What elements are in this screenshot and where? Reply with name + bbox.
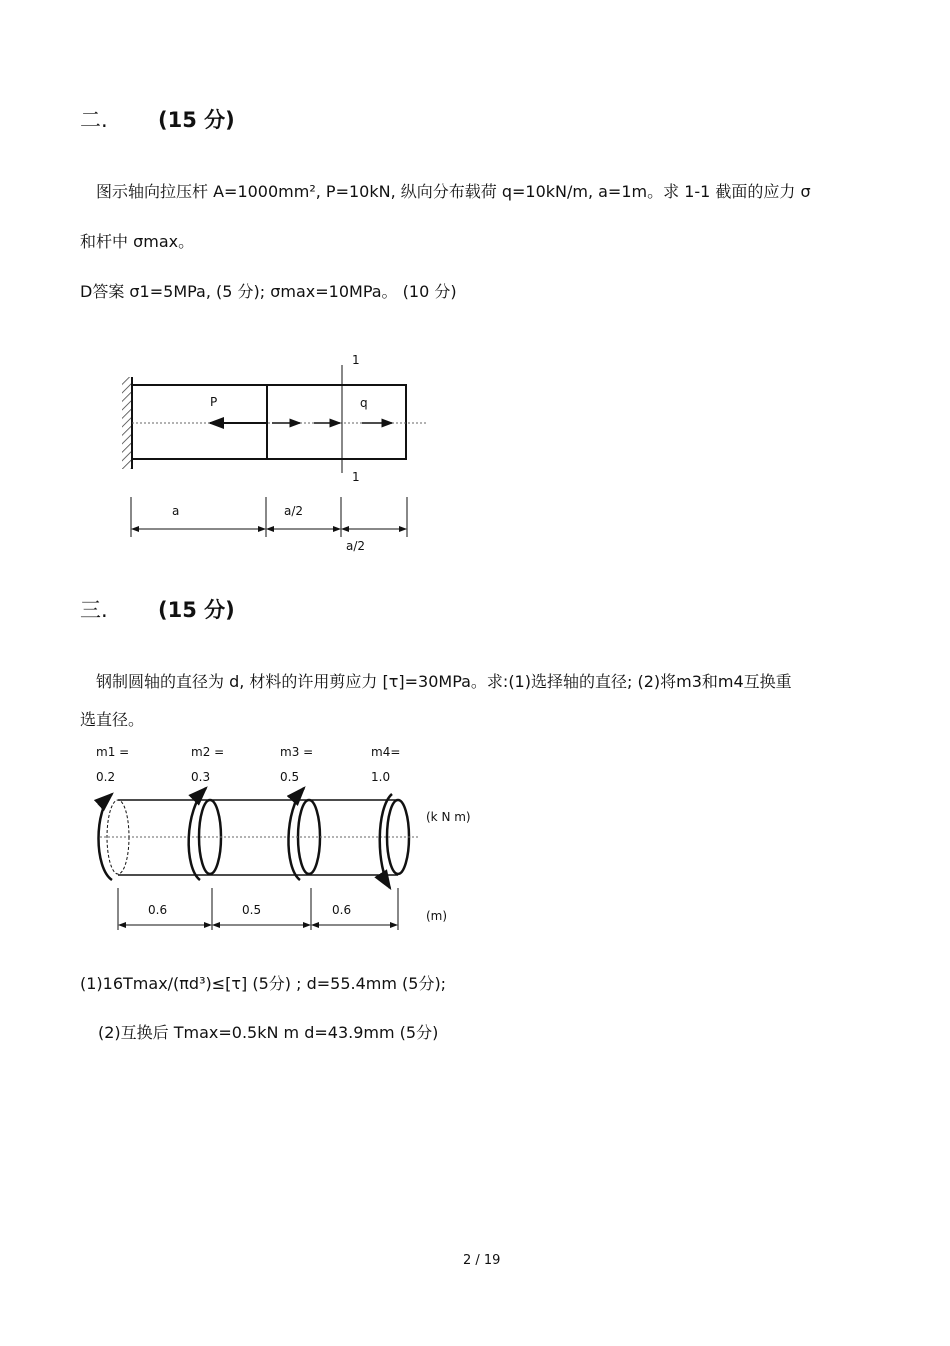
section-3-number: 三.: [80, 598, 108, 622]
section-label-bottom: 1: [352, 470, 360, 484]
moment-value-m3: 0.5: [280, 770, 300, 784]
section-3-problem-line1: 钢制圆轴的直径为 d, 材料的许用剪应力 [τ]=30MPa。求:(1)选择轴的直径; (2)将m3和m4互换重: [96, 672, 792, 691]
axial-bar-figure: [110, 345, 450, 560]
shaft-body: [100, 800, 420, 875]
moment-value-m2: 0.3: [191, 770, 211, 784]
load-q-label: q: [360, 396, 368, 410]
page-number: 2 / 19: [463, 1253, 501, 1268]
load-p-label: P: [210, 395, 218, 409]
section-2-problem-line2: 和杆中 σmax。: [80, 232, 195, 251]
fixed-wall: [122, 377, 132, 469]
length-2-label: 0.5: [242, 903, 262, 917]
section-3-score: (15 分): [158, 598, 235, 622]
section-3-answer-2: (2)互换后 Tmax=0.5kN m d=43.9mm (5分): [98, 1023, 439, 1042]
section-label-top: 1: [352, 353, 360, 367]
section-2-number: 二.: [80, 108, 108, 132]
section-2-answer: D答案 σ1=5MPa, (5 分); σmax=10MPa。 (10 分): [80, 282, 457, 301]
dim-a2-first-label: a/2: [284, 504, 304, 518]
moment-label-m2: m2 =: [191, 745, 225, 759]
moment-label-m4: m4=: [371, 745, 401, 759]
section-2-problem-line1: 图示轴向拉压杆 A=1000mm², P=10kN, 纵向分布载荷 q=10kN/m, a=1m。求 1-1 截面的应力 σ: [96, 182, 811, 201]
moment-value-m4: 1.0: [371, 770, 391, 784]
moment-label-m3: m3 =: [280, 745, 314, 759]
moment-value-m1: 0.2: [96, 770, 116, 784]
moment-label-m1: m1 =: [96, 745, 130, 759]
section-3-answer-1: (1)16Tmax/(πd³)≤[τ] (5分) ; d=55.4mm (5分);: [80, 974, 447, 993]
length-1-label: 0.6: [148, 903, 168, 917]
unit-moment: (k N m): [426, 810, 471, 824]
moment-arrows: [99, 788, 393, 888]
section-2-score: (15 分): [158, 108, 235, 132]
shaft-figure: [90, 780, 425, 940]
dim-a2-second-label: a/2: [346, 539, 366, 553]
section-3-problem-line2: 选直径。: [80, 710, 145, 729]
unit-length: (m): [426, 909, 448, 923]
length-3-label: 0.6: [332, 903, 352, 917]
dim-a-label: a: [172, 504, 180, 518]
